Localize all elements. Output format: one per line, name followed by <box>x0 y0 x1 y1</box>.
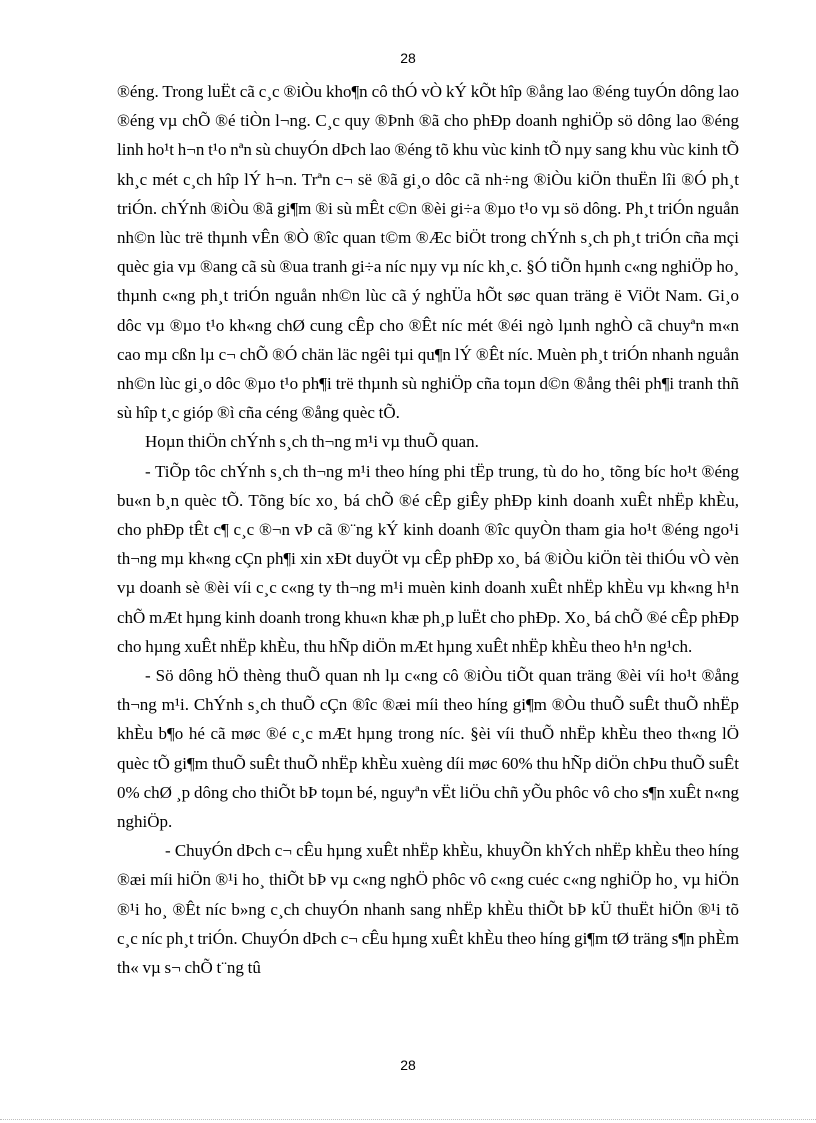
paragraph-trade-liberalization: - TiÕp tôc chÝnh s¸ch th¬ng m¹i theo híng phi tËp trung, tù do ho¸ tõng bíc ho¹t ®éng bu«n b¸n quèc tÕ. Tõng bíc xo¸ bá chÕ ®é cÊp giÊy phÐp kinh doanh xuÊt nhËp khÈu, cho phÐp tÊt c¶ c¸c ®¬n vÞ cã ®¨ng kÝ kinh doanh ®îc quyÒn tham gia ho¹t ®éng ngo¹i th¬ng mµ kh«ng cÇn ph¶i xin xÐt duyÖt vµ cÊp phÐp xo¸ bá ®iÒu kiÖn tèi thiÓu vÒ vèn vµ doanh sè ®èi víi c¸c c«ng ty th¬ng m¹i muèn kinh doanh xuÊt nhËp khÈu vµ kh«ng h¹n chÕ mÆt hµng kinh doanh trong khu«n khæ ph¸p luËt cho phÐp. Xo¸ bá chÕ ®é cÊp phÐp cho hµng xuÊt nhËp khÈu, thu hÑp diÖn mÆt hµng xuÊt nhËp khÈu theo h¹n ng¹ch. <box>117 461 739 656</box>
paragraph-import-export-structure: - ChuyÓn dÞch c¬ cÊu hµng xuÊt nhËp khÈu, khuyÕn khÝch nhËp khÈu theo híng ®æi míi hiÖn ®¹i ho¸ thiÕt bÞ vµ c«ng nghÖ phôc vô c«ng cuéc c«ng nghiÖp ho¸ vµ hiÖn ®¹i ho¸ ®Êt níc b»ng c¸ch chuyÓn nhanh sang nhËp khÈu thiÕt bÞ kÜ thuËt hiÖn ®¹i tõ c¸c níc ph¸t triÓn. ChuyÓn dÞch c¬ cÊu hµng xuÊt khÈu theo híng gi¶m tØ träng s¶n phÈm th« vµ s¬ chÕ t¨ng tû <box>117 841 739 978</box>
document-body <box>117 77 739 982</box>
page-bottom-divider <box>0 1119 816 1120</box>
paragraph-trade-policy-heading: Hoµn thiÖn chÝnh s¸ch th¬ng m¹i vµ thuÕ quan. <box>145 432 479 452</box>
page-number-bottom: 28 <box>400 1057 416 1073</box>
paragraph-labor-education: ®éng. Trong luËt cã c¸c ®iÒu kho¶n cô thÓ vÒ kÝ kÕt hîp ®ång lao ®éng tuyÓn dông lao ®éng vµ chÕ ®é tiÒn l¬ng. C¸c quy ®Þnh ®ã cho phÐp doanh nghiÖp sö dông lao ®éng linh ho¹t h¬n t¹o nªn sù chuyÓn dÞch lao ®éng tõ khu vùc kinh tÕ nµy sang khu vùc kinh tÕ kh¸c mét c¸ch hîp lÝ h¬n. Trªn c¬ së ®ã gi¸o dôc cã nh÷ng ®iÒu kiÖn thuËn lîi ®Ó ph¸t triÓn. chÝnh ®iÒu ®ã gi¶m ®i sù mÊt c©n ®èi gi÷a ®µo t¹o vµ sö dông. Ph¸t triÓn nguån nh©n lùc trë thµnh vÊn ®Ò ®îc quan t©m ®Æc biÖt trong chÝnh s¸ch ph¸t triÓn cña mçi quèc gia vµ ®ang cã sù ®ua tranh gi÷a níc nµy vµ níc kh¸c. §Ó tiÕn hµnh c«ng nghiÖp ho¸ thµnh c«ng ph¸t triÓn nguån nh©n lùc cã ý nghÜa hÕt søc quan träng ë ViÖt Nam. Gi¸o dôc vµ ®µo t¹o kh«ng chØ cung cÊp cho ®Êt níc mét ®éi ngò lµnh nghÒ cã chuyªn m«n cao mµ cßn lµ c¬ chÕ ®Ó chän läc ngêi tµi qu¶n lÝ ®Êt níc. Muèn ph¸t triÓn nhanh nguån nh©n lùc gi¸o dôc ®µo t¹o ph¶i trë thµnh sù nghiÖp cña toµn d©n ®ång thêi ph¶i tranh thñ sù hîp t¸c gióp ®ì cña céng ®ång quèc tÕ. <box>117 82 739 423</box>
page-number-top: 28 <box>400 50 416 66</box>
paragraph-tariff-system: - Sö dông hÖ thèng thuÕ quan nh lµ c«ng cô ®iÒu tiÕt quan träng ®èi víi ho¹t ®ång th¬ng m¹i. ChÝnh s¸ch thuÕ cÇn ®îc ®æi míi theo híng gi¶m ®Òu thuÕ suÊt thuÕ nhËp khÈu b¶o hé cã møc ®é c¸c mÆt hµng trong níc. §èi víi thuÕ nhËp khÈu theo th«ng lÖ quèc tÕ gi¶m thuÕ suÊt thuÕ nhËp khÈu xuèng díi møc 60% thu hÑp diÖn chÞu thuÕ suÊt 0% chØ ¸p dông cho thiÕt bÞ toµn bé, nguyªn vËt liÖu chñ yÕu phôc vô cho s¶n xuÊt n«ng nghiÖp. <box>117 666 739 832</box>
